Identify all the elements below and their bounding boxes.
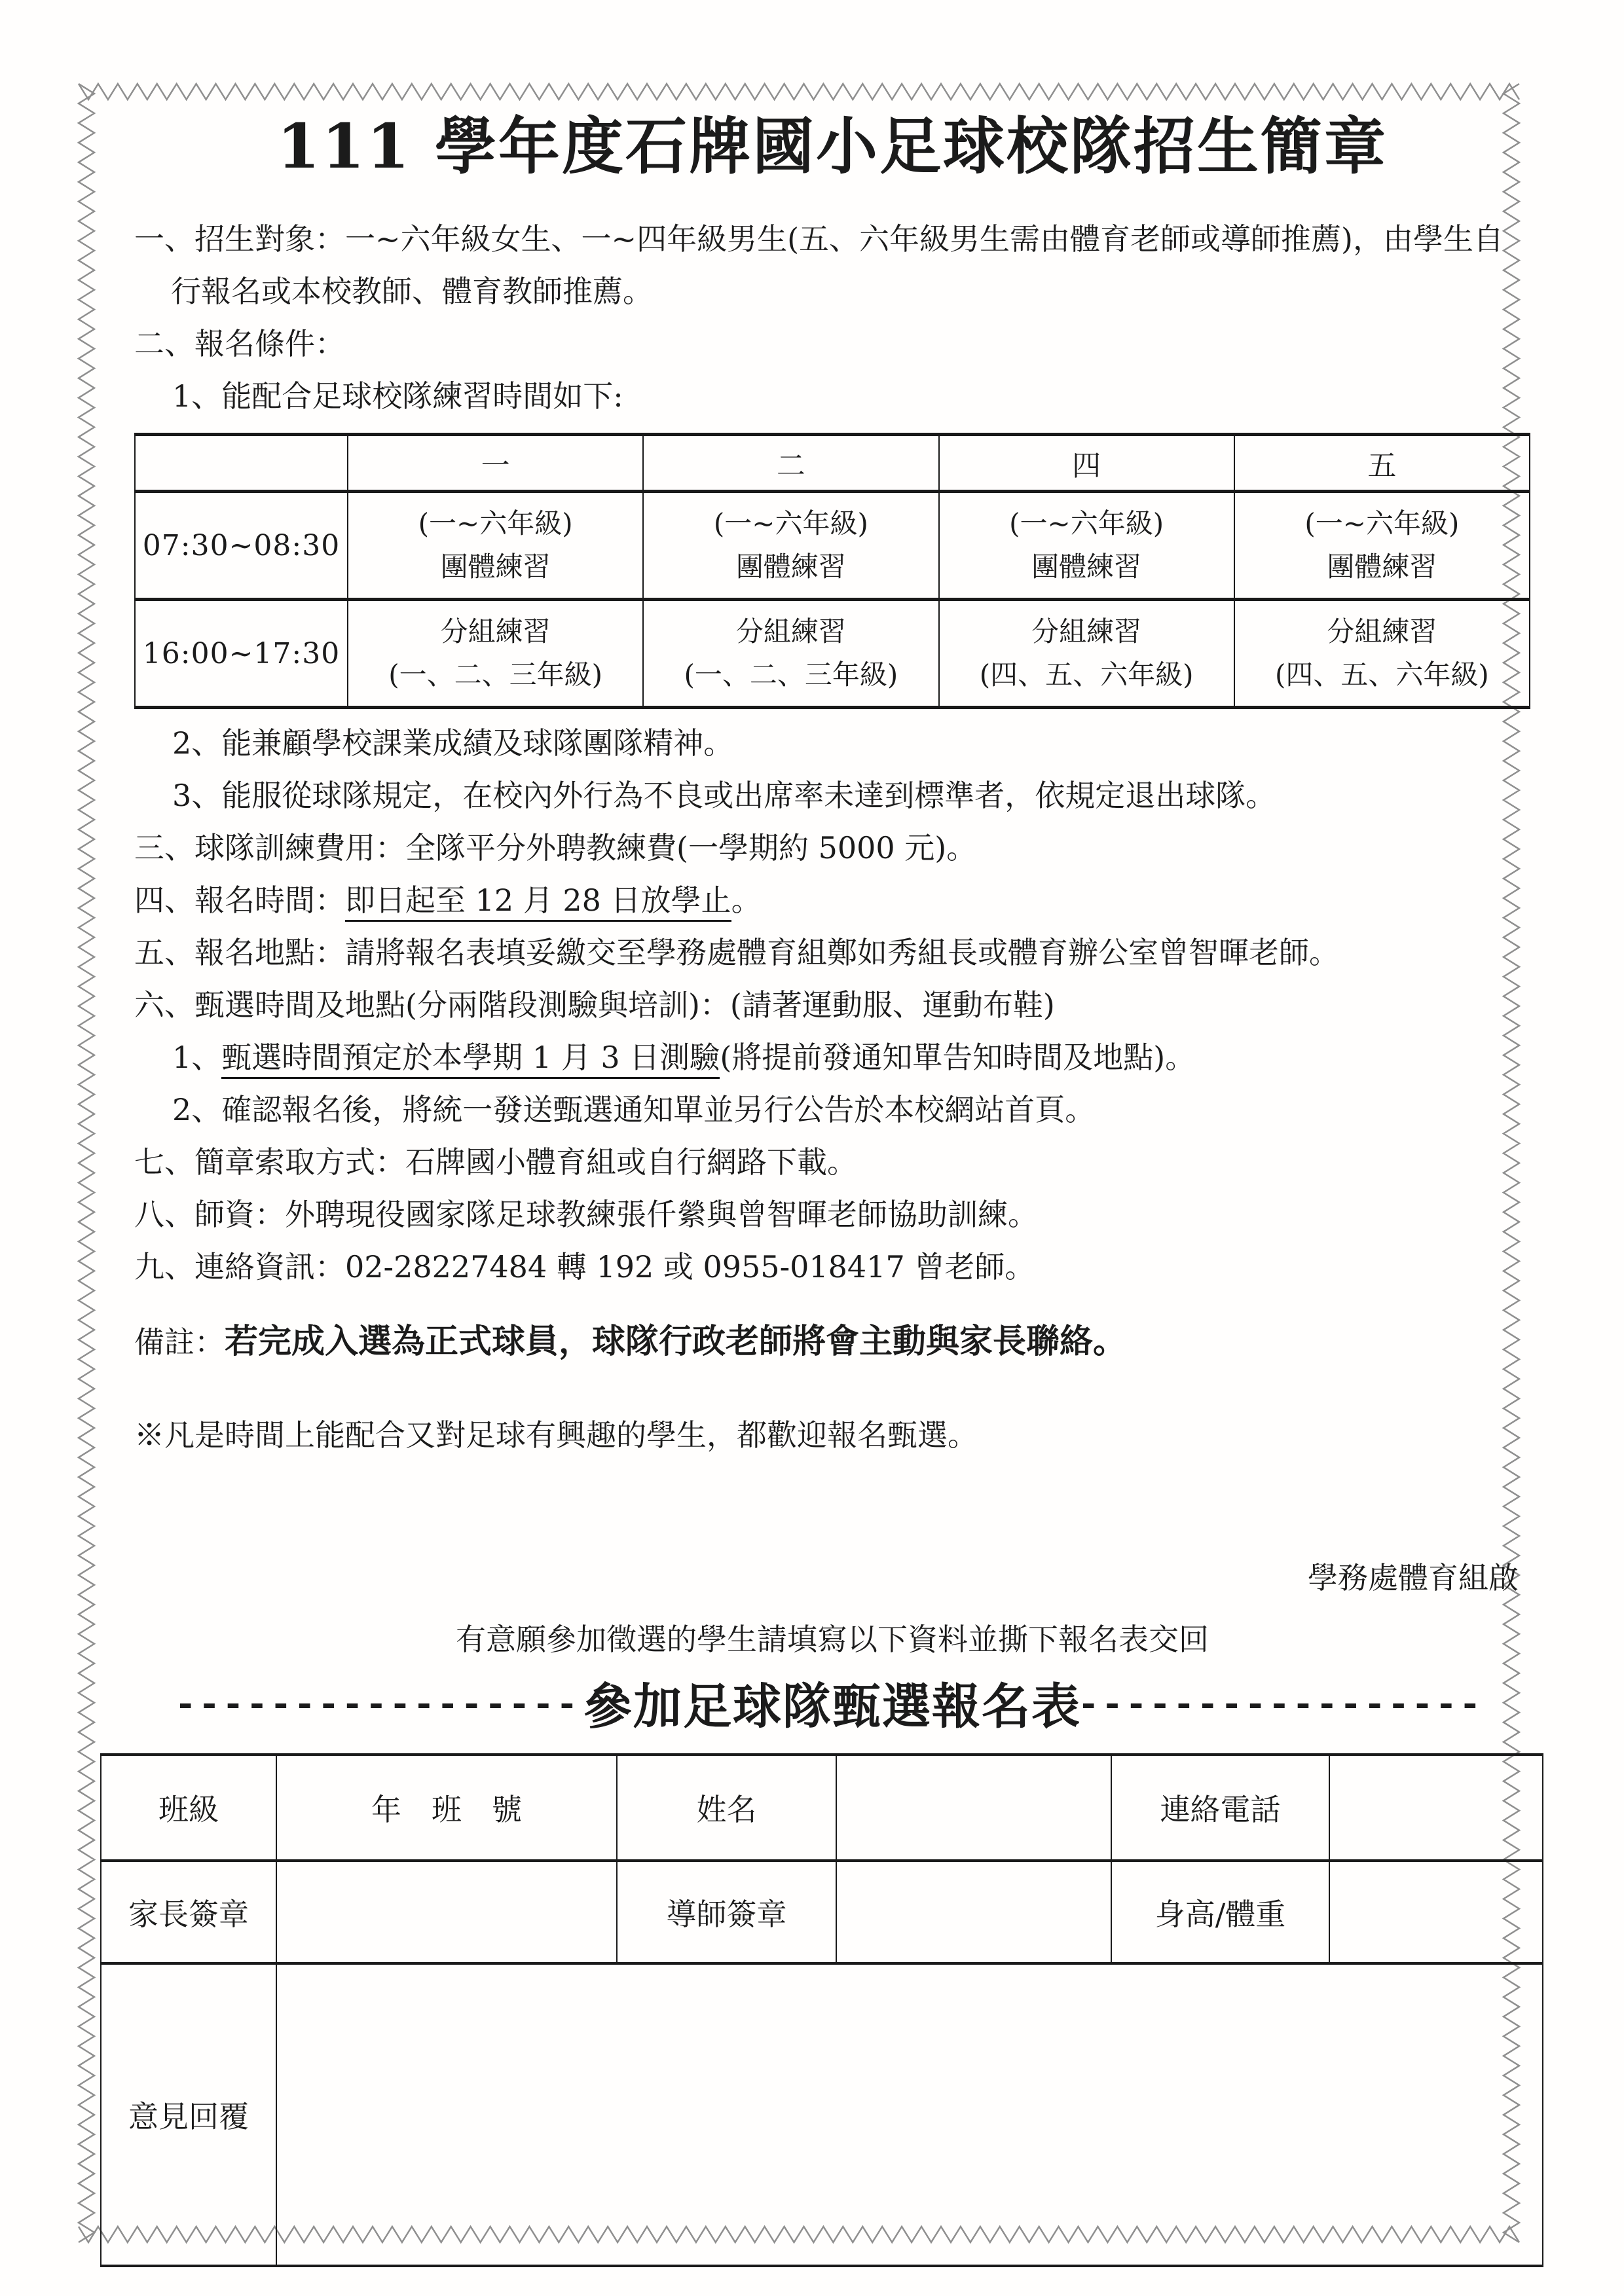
note-content: 若完成入選為正式球員，球隊行政老師將會主動與家長聯絡。: [225, 1322, 1127, 1361]
notice-item-2-1: 1、能配合足球校隊練習時間如下:: [172, 378, 623, 414]
label-name: 姓名: [617, 1755, 836, 1861]
schedule-cell-line: (一~六年級): [1009, 507, 1164, 539]
schedule-row-afternoon: [135, 600, 1530, 708]
schedule-cell: [939, 492, 1234, 600]
label-feedback: 意見回覆: [101, 1963, 276, 2266]
form-instruction: 有意願參加徵選的學生請填寫以下資料並撕下報名表交回: [456, 1622, 1209, 1657]
registration-table: [100, 1753, 1543, 2267]
schedule-cell-line: (四、五、六年級): [1274, 659, 1489, 691]
notice-item-9: 九、連絡資訊：02-28227484 轉 192 或 0955-018417 曾老師。: [134, 1249, 1035, 1285]
note-line: [134, 1315, 1530, 1368]
field-feedback-blank: [276, 1963, 1543, 2266]
item-4-suffix: 。: [731, 883, 762, 918]
schedule-cell-line: (一、二、三年級): [388, 659, 603, 691]
label-height-weight: 身高/體重: [1111, 1861, 1329, 1963]
schedule-cell-line: (一~六年級): [713, 507, 868, 539]
schedule-header-mon: 一: [348, 435, 643, 492]
notice-item-2-3: 3、能服從球隊規定，在校內外行為不良或出席率未達到標準者，依規定退出球隊。: [172, 778, 1276, 813]
schedule-header-fri: 五: [1234, 435, 1530, 492]
schedule-time-afternoon: 16:00~17:30: [135, 600, 348, 708]
signoff-office: 學務處體育組啟: [1308, 1560, 1519, 1595]
page-title: 111 學年度石牌國小足球校隊招生簡章: [277, 111, 1388, 183]
notice-item-2: 二、報名條件：: [134, 326, 345, 361]
dash-rule-right: -----------------: [1081, 1682, 1487, 1724]
schedule-row-morning: [135, 492, 1530, 600]
label-contact-phone: 連絡電話: [1111, 1755, 1329, 1861]
registration-form-title-text: 參加足球隊甄選報名表: [583, 1679, 1081, 1735]
schedule-cell: [348, 492, 643, 600]
note-prefix: 備註：: [134, 1324, 225, 1360]
item-6-1-date-underlined: 甄選時間預定於本學期 1 月 3 日測驗: [221, 1040, 720, 1079]
registration-form-title: [134, 1668, 1530, 1738]
schedule-cell-line: (一~六年級): [1304, 507, 1460, 539]
schedule-cell-line: (一~六年級): [418, 507, 573, 539]
schedule-cell-line: 團體練習: [440, 551, 551, 583]
field-teacher-signature-blank: [836, 1861, 1111, 1963]
schedule-cell: [1234, 492, 1530, 600]
notice-item-4: [134, 874, 1530, 926]
field-grade-class-number: 年 班 號: [276, 1755, 617, 1861]
notice-item-3: 三、球隊訓練費用：全隊平分外聘教練費(一學期約 5000 元)。: [134, 830, 977, 866]
schedule-cell-line: 分組練習: [440, 615, 551, 647]
label-teacher-signature: 導師簽章: [617, 1861, 836, 1963]
item-4-prefix: 四、報名時間：: [134, 883, 345, 918]
notice-item-1: 一、招生對象：一~六年級女生、一~四年級男生(五、六年級男生需由體育老師或導師推薦)，由學生自行報名或本校教師、體育教師推薦。: [134, 221, 1504, 309]
item-6-1-prefix: 1、: [172, 1040, 222, 1075]
notice-item-7: 七、簡章索取方式：石牌國小體育組或自行網路下載。: [134, 1144, 857, 1180]
schedule-cell-line: 分組練習: [735, 615, 846, 647]
item-6-1-suffix: (將提前發通知單告知時間及地點)。: [720, 1040, 1196, 1075]
schedule-cell-line: 團體練習: [1327, 551, 1437, 583]
field-height-weight-blank: [1329, 1861, 1543, 1963]
schedule-cell: [939, 600, 1234, 708]
schedule-cell-line: 分組練習: [1031, 615, 1142, 647]
notice-item-6-1: [172, 1031, 1530, 1084]
schedule-cell: [643, 600, 938, 708]
registration-row-1: [101, 1755, 1543, 1861]
schedule-header-row: [135, 435, 1530, 492]
notice-item-5: 五、報名地點：請將報名表填妥繳交至學務處體育組鄭如秀組長或體育辦公室曾智暉老師。: [134, 935, 1339, 970]
schedule-cell-line: (四、五、六年級): [979, 659, 1194, 691]
registration-row-3: [101, 1963, 1543, 2266]
schedule-header-tue: 二: [643, 435, 938, 492]
notice-item-2-2: 2、能兼顧學校課業成績及球隊團隊精神。: [172, 725, 734, 761]
label-class: 班級: [101, 1755, 276, 1861]
practice-schedule-table: [134, 433, 1530, 709]
schedule-cell-line: 團體練習: [735, 551, 846, 583]
field-parent-signature-blank: [276, 1861, 617, 1963]
item-4-deadline-underlined: 即日起至 12 月 28 日放學止: [345, 883, 731, 922]
schedule-cell-line: 分組練習: [1327, 615, 1437, 647]
field-name-blank: [836, 1755, 1111, 1861]
notice-content: [128, 97, 1530, 2267]
label-parent-signature: 家長簽章: [101, 1861, 276, 1963]
notice-item-6-2: 2、確認報名後，將統一發送甄選通知單並另行公告於本校網站首頁。: [172, 1092, 1096, 1127]
schedule-time-morning: 07:30~08:30: [135, 492, 348, 600]
dash-rule-left: -----------------: [177, 1682, 583, 1724]
schedule-cell-line: (一、二、三年級): [684, 659, 898, 691]
field-contact-phone-blank: [1329, 1755, 1543, 1861]
welcome-line: ※凡是時間上能配合又對足球有興趣的學生，都歡迎報名甄選。: [134, 1417, 978, 1453]
schedule-header-thu: 四: [939, 435, 1234, 492]
schedule-cell: [348, 600, 643, 708]
registration-row-2: [101, 1861, 1543, 1963]
notice-item-8: 八、師資：外聘現役國家隊足球教練張仟縈與曾智暉老師協助訓練。: [134, 1197, 1038, 1232]
notice-item-6: 六、甄選時間及地點(分兩階段測驗與培訓)：(請著運動服、運動布鞋): [134, 987, 1055, 1023]
schedule-cell: [643, 492, 938, 600]
schedule-cell: [1234, 600, 1530, 708]
schedule-header-empty: [135, 435, 348, 492]
schedule-cell-line: 團體練習: [1031, 551, 1142, 583]
